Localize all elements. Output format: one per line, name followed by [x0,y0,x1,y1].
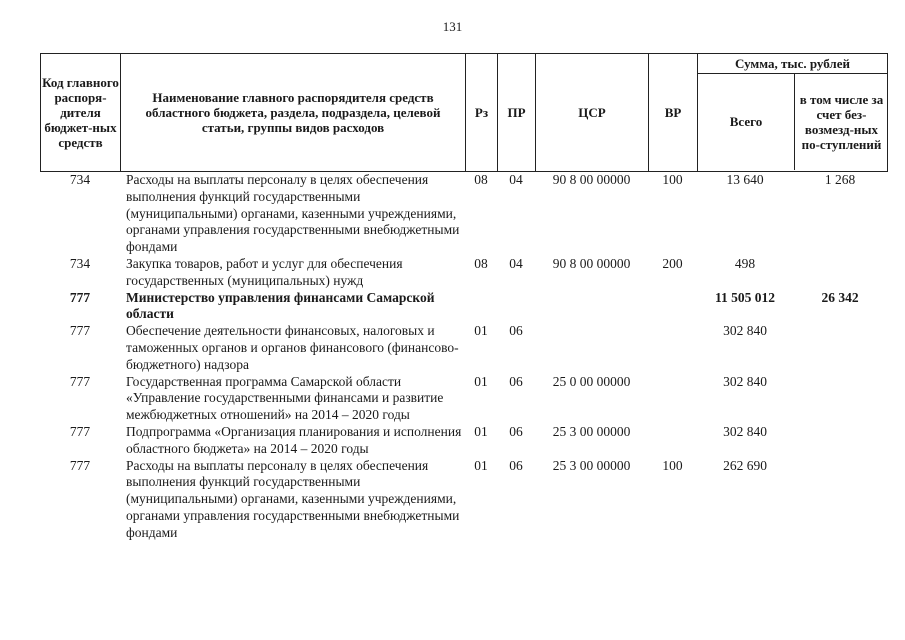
cell-pr: 06 [509,373,523,389]
cell-code: 734 [69,255,91,271]
cell-name: Государственная программа Самарской области «Управление государственными финансами и развитие межбюджетных отношений» на 2014 – 2020 годы [126,373,444,423]
table-row [40,323,888,373]
cell-code: 777 [69,457,91,473]
cell-csr [535,290,648,324]
cell-vr [648,323,697,373]
cell-pr: 06 [509,323,523,339]
header-rz: Рз [465,54,497,171]
cell-pr: 06 [509,423,523,439]
cell-incl [793,374,887,424]
cell-csr: 25 3 00 00000 [552,457,631,473]
cell-vr [648,374,697,424]
cell-code: 777 [69,323,91,339]
cell-vr: 200 [662,255,683,271]
cell-name: Подпрограмма «Организация планирования и исполнения областного бюджета» на 2014 – 2020 годы [126,423,462,456]
cell-csr [535,323,648,373]
cell-rz: 01 [474,457,488,473]
cell-total: 302 840 [723,323,767,339]
header-pr: ПР [497,54,535,171]
cell-incl [793,424,887,458]
cell-incl [793,323,887,373]
cell-code: 734 [69,172,91,187]
cell-incl [793,256,887,290]
cell-total: 262 690 [723,457,767,473]
table-row [40,458,888,542]
table-row [40,424,888,458]
cell-name: Министерство управления финансами Самарской области [126,289,435,322]
cell-total: 302 840 [723,423,767,439]
header-name: Наименование главного распорядителя средств областного бюджета, раздела, подраздела, целевой статьи, группы видов расходов [120,54,465,171]
cell-name: Расходы на выплаты персоналу в целях обеспечения выполнения функций государственными (муниципальными) органами, казенными учреждениями, органами управления государственными внебюджетными фондами [126,172,460,255]
cell-incl [793,458,887,542]
cell-code: 777 [69,373,91,389]
cell-rz: 01 [474,373,488,389]
cell-pr: 04 [509,172,523,187]
cell-name: Закупка товаров, работ и услуг для обеспечения государственных (муниципальных) нужд [126,255,403,288]
cell-rz: 08 [474,255,488,271]
header-total: Всего [729,113,763,129]
header-sum-group [697,54,888,171]
cell-total: 13 640 [726,172,764,187]
cell-pr: 04 [509,255,523,271]
cell-rz: 08 [474,172,488,187]
header-sum: Сумма, тыс. рублей [698,54,887,74]
page-number: 131 [442,19,463,34]
cell-incl: 1 268 [824,172,856,187]
cell-pr [497,290,535,324]
cell-incl: 26 342 [821,289,859,305]
table-row [40,256,888,290]
cell-code: 777 [69,289,91,305]
cell-csr: 90 8 00 00000 [552,255,631,271]
header-incl: в том числе за счет без-возмезд-ных по-ступлений [794,73,888,170]
cell-total: 302 840 [723,373,767,389]
budget-table [40,53,888,542]
cell-csr: 25 0 00 00000 [552,373,631,389]
cell-vr [648,290,697,324]
cell-rz [465,290,497,324]
table-header [40,53,888,172]
cell-csr: 25 3 00 00000 [552,423,631,439]
header-code: Код главного распоря-дителя бюджет-ных средств [40,54,120,171]
header-vr: ВР [648,54,697,171]
cell-vr: 100 [662,457,683,473]
table-row [40,290,888,324]
cell-vr: 100 [662,172,683,187]
table-row [40,374,888,424]
cell-vr [648,424,697,458]
cell-csr: 90 8 00 00000 [552,172,631,187]
cell-name: Расходы на выплаты персоналу в целях обеспечения выполнения функций государственными (муниципальными) органами, казенными учреждениями, органами управления государственными внебюджетными фондами [126,457,460,540]
cell-rz: 01 [474,323,488,339]
header-csr: ЦСР [535,54,648,171]
table-body [40,172,888,542]
cell-total: 498 [734,255,756,271]
table-row [40,172,888,256]
cell-total: 11 505 012 [714,289,775,305]
cell-pr: 06 [509,457,523,473]
cell-code: 777 [69,423,91,439]
cell-rz: 01 [474,423,488,439]
cell-name: Обеспечение деятельности финансовых, налоговых и таможенных органов и органов финансового (финансово-бюджетного) надзора [126,323,459,372]
